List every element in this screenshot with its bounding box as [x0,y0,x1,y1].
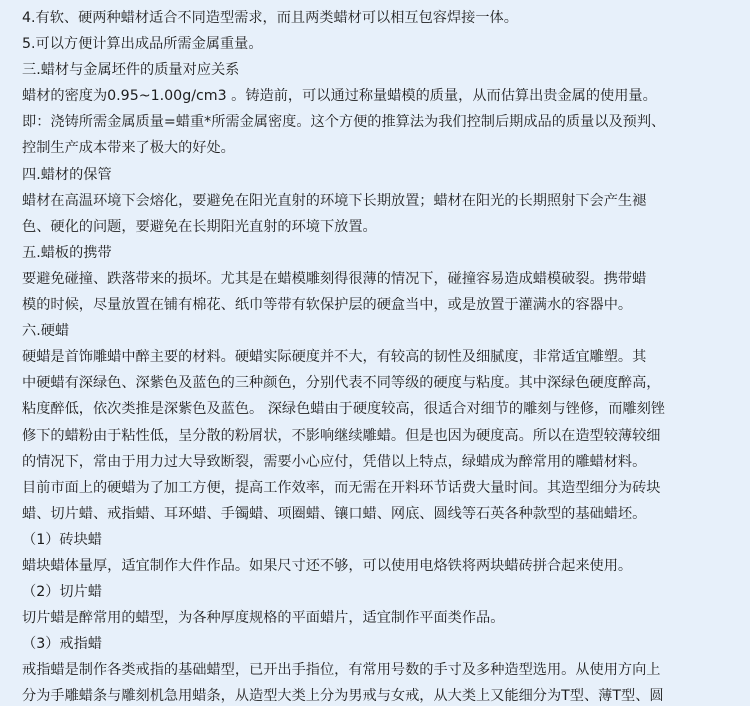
text-line: 分为手雕蜡条与雕刻机急用蜡条，从造型大类上分为男戒与女戒，从大类上又能细分为T型、薄T型、圆 [22,688,664,705]
subsection-heading: （2）切片蜡 [22,584,102,601]
text-line: 模的时候，尽量放置在铺有棉花、纸巾等带有软保护层的硬盒当中，或是放置于灌满水的容器中。 [22,297,633,314]
text-line: 蜡块蜡体量厚，适宜制作大件作品。如果尺寸还不够，可以使用电烙铁将两块蜡砖拼合起来使用。 [22,557,633,574]
text-line: 蜡、切片蜡、戒指蜡、耳环蜡、手镯蜡、项圈蜡、镶口蜡、网底、圆线等石英各种款型的基础蜡坯。 [22,505,647,522]
section-heading: 五.蜡板的携带 [22,244,112,261]
text-line: 目前市面上的硬蜡为了加工方便，提高工作效率，而无需在开料环节话费大量时间。其造型细分为砖块 [22,479,661,496]
section-heading: 三.蜡材与金属坯件的质量对应关系 [22,62,240,79]
text-line: 粘度醉低，依次类推是深紫色及蓝色。 深绿色蜡由于硬度较高，很适合对细节的雕刻与锉修，而雕刻锉 [22,401,665,418]
text-line: 4.有软、硬两种蜡材适合不同造型需求，而且两类蜡材可以相互包容焊接一体。 [22,10,518,26]
subsection-heading: （1）砖块蜡 [22,531,102,548]
text-line: 中硬蜡有深绿色、深紫色及蓝色的三种颜色，分别代表不同等级的硬度与粘度。其中深绿色硬度醉高， [22,375,661,392]
text-line: 切片蜡是醉常用的蜡型，为各种厚度规格的平面蜡片，适宜制作平面类作品。 [22,610,505,627]
text-line: 修下的蜡粉由于粘性低，呈分散的粉屑状，不影响继续雕蜡。但是也因为硬度高。所以在造型较薄较细 [22,427,661,444]
section-heading: 六.硬蜡 [22,323,70,340]
text-line: 戒指蜡是制作各类戒指的基础蜡型，已开出手指位，有常用号数的手寸及多种造型选用。从使用方向上 [22,662,661,679]
text-line: 蜡材的密度为0.95~1.00g/cm3 。铸造前，可以通过称量蜡模的质量，从而估算出贵金属的使用量。 [22,88,657,105]
text-line: 要避免碰撞、跌落带来的损坏。尤其是在蜡模雕刻得很薄的情况下，碰撞容易造成蜡模破裂。携带蜡 [22,270,647,287]
text-line: 5.可以方便计算出成品所需金属重量。 [22,36,263,53]
section-heading: 四.蜡材的保管 [22,166,112,183]
text-line: 蜡材在高温环境下会熔化，要避免在阳光直射的环境下长期放置；蜡材在阳光的长期照射下会产生褪 [22,192,647,209]
text-line: 硬蜡是首饰雕蜡中醉主要的材料。硬蜡实际硬度并不大，有较高的韧性及细腻度，非常适宜雕塑。其 [22,349,647,366]
text-line: 的情况下，常由于用力过大导致断裂，需要小心应付，凭借以上特点，绿蜡成为醉常用的雕蜡材料。 [22,453,647,470]
text-line: 控制生产成本带来了极大的好处。 [22,140,235,157]
text-line: 色、硬化的问题，要避免在长期阳光直射的环境下放置。 [22,218,377,235]
subsection-heading: （3）戒指蜡 [22,636,102,653]
text-line: 即：浇铸所需金属质量=蜡重*所需金属密度。这个方便的推算法为我们控制后期成品的质量以及预判、 [22,114,666,131]
